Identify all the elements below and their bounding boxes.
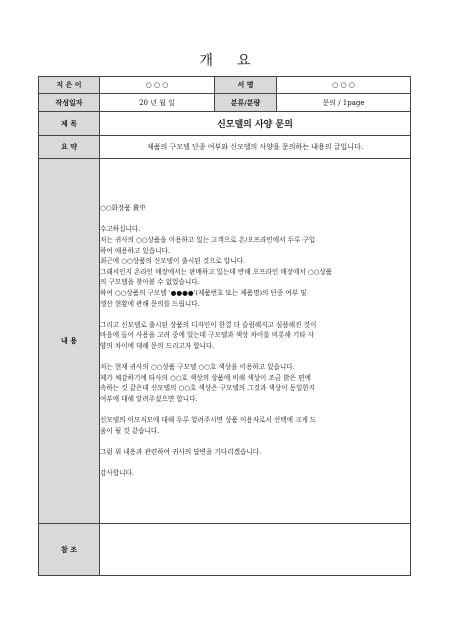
content-line: 감사합니다. — [100, 469, 134, 478]
reference-label: 참 조 — [39, 524, 100, 576]
paragraph-gap — [100, 458, 410, 469]
content-line: 의 구모델을 찾아볼 수 없었습니다. — [100, 278, 200, 287]
reference-value — [100, 524, 411, 576]
content-line: 최근에 ○○상품의 신모델이 출시된 것으로 압니다. — [100, 257, 246, 266]
content-line: 저는 현재 귀사의 ○○상품 구모델 ○○호 색상을 이용하고 있습니다. — [100, 363, 295, 372]
content-line: 마음에 들어 사용을 고려 중에 있는데 구모델과 색상 차이를 비롯해 기타 사 — [100, 331, 315, 340]
subject-value: 신모델의 사양 문의 — [100, 112, 411, 136]
summary-value: 제품의 구모델 단종 여부와 신모델의 사양을 문의하는 내용의 글입니다. — [100, 136, 411, 159]
summary-row — [39, 136, 411, 159]
paragraph-gap — [100, 405, 410, 416]
content-line: 제가 체감하기에 타사의 ○○호 색상의 상품에 비해 색상이 조금 밝은 편에 — [100, 373, 311, 382]
document-title: 개요 — [199, 53, 275, 69]
summary-label: 요 약 — [39, 136, 100, 159]
category-label: 분류/분량 — [215, 94, 277, 112]
content-line: 신모델의 이모저모에 대해 두루 알려주시면 상품 이용자로서 선택에 크게 도 — [100, 416, 317, 425]
category-value: 문의 / 1page — [277, 94, 411, 112]
content-line: 속하는 것 같은데 신모델의 ○○호 색상은 구모델의 그것과 색상이 동일한지 — [100, 384, 316, 393]
date-value: 20 년 월 일 — [100, 94, 215, 112]
date-label: 작성일자 — [39, 94, 100, 112]
subject-label: 제 목 — [39, 112, 100, 136]
content-line: ○○화장품 貴中 — [100, 204, 146, 213]
signature-value: ○ ○ ○ — [277, 77, 411, 94]
content-line: 양의 차이에 대해 문의 드리고자 합니다. — [100, 342, 215, 350]
content-line: 하여 애용하고 있습니다. — [100, 246, 170, 255]
author-label: 지 은 이 — [39, 77, 100, 94]
content-line: 여부에 대해 알려주셨으면 합니다. — [100, 394, 198, 403]
content-line: 수고하십니다. — [100, 225, 141, 234]
content-paragraphs — [100, 203, 410, 478]
content-line: 움이 될 것 같습니다. — [100, 426, 160, 435]
document-form-table — [38, 76, 411, 576]
author-row — [39, 77, 411, 94]
content-line: 그리고 신모델로 출시된 상품의 디자인이 한결 더 슬림해지고 심플해진 것이 — [100, 320, 317, 329]
content-line: 생산 현황에 관해 문의를 드립니다. — [100, 299, 200, 308]
signature-label: 서 명 — [215, 77, 277, 94]
paragraph-gap — [100, 309, 410, 320]
paragraph-gap — [100, 214, 410, 225]
content-body — [100, 159, 411, 524]
content-line: 하여 ○○상품의 구모델 '●●●●'(제품번호 또는 제품명)의 단종 여부 및 — [100, 289, 307, 298]
content-row — [39, 159, 411, 524]
reference-row — [39, 524, 411, 576]
author-value: ○ ○ ○ — [100, 77, 215, 94]
subject-row — [39, 112, 411, 136]
paragraph-gap — [100, 436, 410, 447]
content-label: 내 용 — [39, 159, 100, 524]
date-row — [39, 94, 411, 112]
content-line: 그래서인지 온라인 매장에서는 판매하고 있는데 반해 오프라인 매장에서 ○○상품 — [100, 267, 333, 276]
paragraph-gap — [100, 352, 410, 363]
content-line: 그럼 위 내용과 관련하여 귀사의 답변을 기다리겠습니다. — [100, 447, 262, 456]
content-line: 저는 귀사의 ○○상품을 이용하고 있는 고객으로 온/오프라인에서 두루 구입 — [100, 236, 316, 245]
